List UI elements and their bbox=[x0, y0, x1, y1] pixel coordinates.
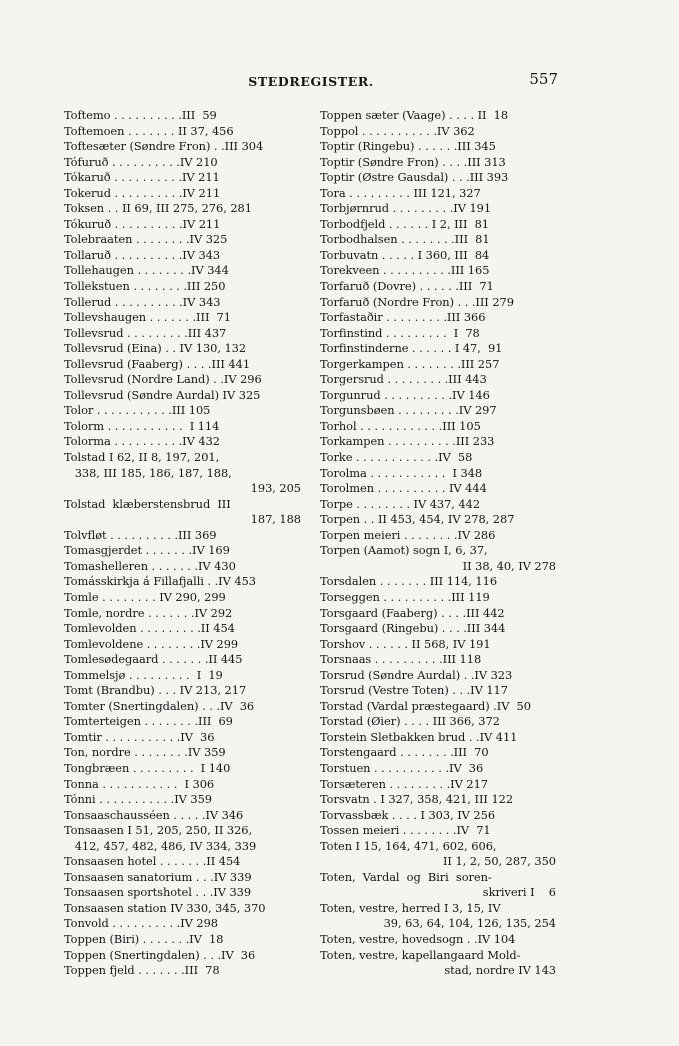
index-entry: Torkampen . . . . . . . . . .III 233 bbox=[320, 434, 495, 449]
index-entry: Torsæteren . . . . . . . . .IV 217 bbox=[320, 776, 488, 791]
index-entry: Torsgaard (Ringebu) . . . .III 344 bbox=[320, 621, 506, 636]
index-entry: Torfaruð (Dovre) . . . . . .III 71 bbox=[320, 279, 494, 294]
index-column-left bbox=[64, 108, 301, 979]
index-entry: Torsrud (Søndre Aurdal) . .IV 323 bbox=[320, 667, 513, 682]
index-entry: Toten, vestre, herred I 3, 15, IV bbox=[320, 900, 501, 915]
index-entry: Tollerud . . . . . . . . . .IV 343 bbox=[64, 294, 221, 309]
index-entry: Tonsaasen hotel . . . . . . .II 454 bbox=[64, 854, 241, 869]
index-entry: Tokerud . . . . . . . . . .IV 211 bbox=[64, 185, 221, 200]
index-entry: Tonsaasen station IV 330, 345, 370 bbox=[64, 900, 266, 915]
index-entry: Toppen fjeld . . . . . . .III 78 bbox=[64, 963, 220, 978]
index-entry: Torgersrud . . . . . . . . .III 443 bbox=[320, 372, 487, 387]
index-entry: Torfaruð (Nordre Fron) . . .III 279 bbox=[320, 294, 514, 309]
index-entry: Tollekstuen . . . . . . . .III 250 bbox=[64, 279, 226, 294]
index-entry: Toftemoen . . . . . . . II 37, 456 bbox=[64, 123, 234, 138]
index-entry: Tollaruð . . . . . . . . . .IV 343 bbox=[64, 247, 221, 262]
index-entry: Tolorma . . . . . . . . . .IV 432 bbox=[64, 434, 220, 449]
index-entry: Torsdalen . . . . . . . III 114, 116 bbox=[320, 574, 498, 589]
index-entry: Torpen meieri . . . . . . . .IV 286 bbox=[320, 527, 496, 542]
index-entry: Torstad (Vardal præstegaard) .IV 50 bbox=[320, 698, 531, 713]
index-entry: Tolstad klæberstensbrud III bbox=[64, 496, 231, 511]
index-entry: Tófuruð . . . . . . . . . .IV 210 bbox=[64, 154, 218, 169]
index-entry: Toptir (Søndre Fron) . . . .III 313 bbox=[320, 154, 506, 169]
index-entry: Tomt (Brandbu) . . . IV 213, 217 bbox=[64, 683, 247, 698]
index-entry: Torsrud (Vestre Toten) . . .IV 117 bbox=[320, 683, 508, 698]
index-entry: Tollehaugen . . . . . . . .IV 344 bbox=[64, 263, 229, 278]
index-entry: Torpe . . . . . . . . IV 437, 442 bbox=[320, 496, 481, 511]
index-entry: Tókuruð . . . . . . . . . .IV 211 bbox=[64, 216, 221, 231]
index-entry: Tomter (Snertingdalen) . . .IV 36 bbox=[64, 698, 255, 713]
index-entry-continuation: 193, 205 bbox=[250, 481, 301, 496]
index-entry: Toptir (Østre Gausdal) . . .III 393 bbox=[320, 170, 509, 185]
index-entry: Tomasgjerdet . . . . . . .IV 169 bbox=[64, 543, 230, 558]
index-entry-continuation: stad, nordre IV 143 bbox=[444, 963, 556, 978]
index-entry-continuation: 187, 188 bbox=[250, 512, 301, 527]
index-entry: Tonsaaschausséen . . . . .IV 346 bbox=[64, 807, 244, 822]
index-entry: Tongbræen . . . . . . . . . I 140 bbox=[64, 760, 231, 775]
index-entry: Torstein Sletbakken brud . .IV 411 bbox=[320, 729, 518, 744]
index-entry: Torke . . . . . . . . . . . .IV 58 bbox=[320, 450, 473, 465]
index-entry: Tossen meieri . . . . . . . .IV 71 bbox=[320, 823, 491, 838]
index-entry: Torfinstinderne . . . . . . I 47, 91 bbox=[320, 341, 503, 356]
page-header bbox=[64, 70, 558, 90]
index-entry: Torfastaðir . . . . . . . . .III 366 bbox=[320, 310, 486, 325]
index-entry: Tomtir . . . . . . . . . . .IV 36 bbox=[64, 729, 215, 744]
index-entry: Tókaruð . . . . . . . . . .IV 211 bbox=[64, 170, 220, 185]
index-entry: Torbuvatn . . . . . I 360, III 84 bbox=[320, 247, 490, 262]
index-entry: Toppol . . . . . . . . . . .IV 362 bbox=[320, 123, 475, 138]
index-entry: Tommelsjø . . . . . . . . . I 19 bbox=[64, 667, 223, 682]
index-entry: Torpen (Aamot) sogn I, 6, 37, bbox=[320, 543, 488, 558]
index-entry: Toten, Vardal og Biri soren- bbox=[320, 869, 492, 884]
index-entry: Toppen sæter (Vaage) . . . . II 18 bbox=[320, 108, 509, 122]
index-entry: Toftesæter (Søndre Fron) . .III 304 bbox=[64, 139, 264, 154]
index-entry: Tollevsrud (Søndre Aurdal) IV 325 bbox=[64, 387, 261, 402]
index-entry: Tomlevolden . . . . . . . . .II 454 bbox=[64, 621, 235, 636]
index-entry: Torsgaard (Faaberg) . . . .III 442 bbox=[320, 605, 505, 620]
index-entry: 412, 457, 482, 486, IV 334, 339 bbox=[64, 838, 257, 853]
index-entry: Torolma . . . . . . . . . . . I 348 bbox=[320, 465, 483, 480]
index-entry: Tomterteigen . . . . . . . .III 69 bbox=[64, 714, 233, 729]
page-number: 557 bbox=[529, 70, 558, 88]
index-entry: Torshov . . . . . . II 568, IV 191 bbox=[320, 636, 491, 651]
index-entry: Tolstad I 62, II 8, 197, 201, bbox=[64, 450, 220, 465]
index-entry: Tonvold . . . . . . . . . .IV 298 bbox=[64, 916, 218, 931]
index-entry: Tolor . . . . . . . . . . .III 105 bbox=[64, 403, 211, 418]
index-entry: Toten, vestre, kapellangaard Mold- bbox=[320, 947, 521, 962]
index-entry-continuation: II 1, 2, 50, 287, 350 bbox=[442, 854, 556, 869]
index-entry: Tonsaasen sportshotel . . .IV 339 bbox=[64, 885, 252, 900]
running-title: STEDREGISTER. bbox=[248, 74, 374, 89]
index-entry: Torbjørnrud . . . . . . . . .IV 191 bbox=[320, 201, 492, 216]
index-entry: Torbodhalsen . . . . . . . .III 81 bbox=[320, 232, 490, 247]
index-entry: Tolorm . . . . . . . . . . . I 114 bbox=[64, 418, 220, 433]
index-entry: Tomle . . . . . . . . IV 290, 299 bbox=[64, 589, 226, 604]
index-entry: Torgunrud . . . . . . . . . .IV 146 bbox=[320, 387, 490, 402]
index-entry: Toten I 15, 164, 471, 602, 606, bbox=[320, 838, 497, 853]
index-entry-continuation: II 38, 40, IV 278 bbox=[462, 558, 556, 573]
index-entry: Tolebraaten . . . . . . . .IV 325 bbox=[64, 232, 228, 247]
index-entry: Torpen . . II 453, 454, IV 278, 287 bbox=[320, 512, 515, 527]
index-entry: Torstuen . . . . . . . . . . .IV 36 bbox=[320, 760, 484, 775]
index-entry: Tollevsrud . . . . . . . . .III 437 bbox=[64, 325, 227, 340]
index-entry: Torstengaard . . . . . . . .III 70 bbox=[320, 745, 489, 760]
index-entry: Toptir (Ringebu) . . . . . .III 345 bbox=[320, 139, 496, 154]
index-entry-continuation: skriveri I 6 bbox=[482, 885, 556, 900]
index-entry: Toppen (Biri) . . . . . . .IV 18 bbox=[64, 931, 224, 946]
index-entry: Tomashelleren . . . . . . .IV 430 bbox=[64, 558, 236, 573]
index-entry: Tonsaasen I 51, 205, 250, II 326, bbox=[64, 823, 253, 838]
index-entry: Toksen . . II 69, III 275, 276, 281 bbox=[64, 201, 252, 216]
index-entry: Tolvfløt . . . . . . . . . .III 369 bbox=[64, 527, 217, 542]
index-entry-continuation: 39, 63, 64, 104, 126, 135, 254 bbox=[383, 916, 556, 931]
index-entry: Tomle, nordre . . . . . . .IV 292 bbox=[64, 605, 233, 620]
index-entry: Torolmen . . . . . . . . . . IV 444 bbox=[320, 481, 487, 496]
index-column-right bbox=[320, 108, 556, 979]
index-entry: Torgerkampen . . . . . . . .III 257 bbox=[320, 356, 500, 371]
index-entry: 338, III 185, 186, 187, 188, bbox=[64, 465, 232, 480]
index-entry: Torgunsbøen . . . . . . . . .IV 297 bbox=[320, 403, 497, 418]
index-entry: Tomlesødegaard . . . . . . .II 445 bbox=[64, 652, 243, 667]
index-entry: Torekveen . . . . . . . . . .III 165 bbox=[320, 263, 490, 278]
index-entry: Torhol . . . . . . . . . . . .III 105 bbox=[320, 418, 481, 433]
index-entry: Tomásskirkja á Fillafjalli . .IV 453 bbox=[64, 574, 256, 589]
index-entry: Tonsaasen sanatorium . . .IV 339 bbox=[64, 869, 252, 884]
index-entry: Toppen (Snertingdalen) . . .IV 36 bbox=[64, 947, 256, 962]
index-entry: Toten, vestre, hovedsogn . .IV 104 bbox=[320, 931, 516, 946]
index-entry: Torbodfjeld . . . . . . I 2, III 81 bbox=[320, 216, 489, 231]
index-entry: Toftemo . . . . . . . . . .III 59 bbox=[64, 108, 217, 122]
index-entry: Tónni . . . . . . . . . . .IV 359 bbox=[64, 792, 212, 807]
index-entry: Torseggen . . . . . . . . . .III 119 bbox=[320, 589, 490, 604]
index-entry: Tollevshaugen . . . . . . .III 71 bbox=[64, 310, 231, 325]
index-entry: Tollevsrud (Nordre Land) . .IV 296 bbox=[64, 372, 262, 387]
index-entry: Torstad (Øier) . . . . III 366, 372 bbox=[320, 714, 500, 729]
index-entry: Tollevsrud (Faaberg) . . . .III 441 bbox=[64, 356, 251, 371]
index-entry: Torsvatn . I 327, 358, 421, III 122 bbox=[320, 792, 514, 807]
index-entry: Ton, nordre . . . . . . . .IV 359 bbox=[64, 745, 226, 760]
index-entry: Torvassbæk . . . . I 303, IV 256 bbox=[320, 807, 496, 822]
index-entry: Torfinstind . . . . . . . . . I 78 bbox=[320, 325, 480, 340]
index-entry: Tonna . . . . . . . . . . . I 306 bbox=[64, 776, 215, 791]
index-entry: Tora . . . . . . . . . III 121, 327 bbox=[320, 185, 481, 200]
index-entry: Torsnaas . . . . . . . . . .III 118 bbox=[320, 652, 482, 667]
index-entry: Tomlevoldene . . . . . . . .IV 299 bbox=[64, 636, 239, 651]
index-entry: Tollevsrud (Eina) . . IV 130, 132 bbox=[64, 341, 247, 356]
